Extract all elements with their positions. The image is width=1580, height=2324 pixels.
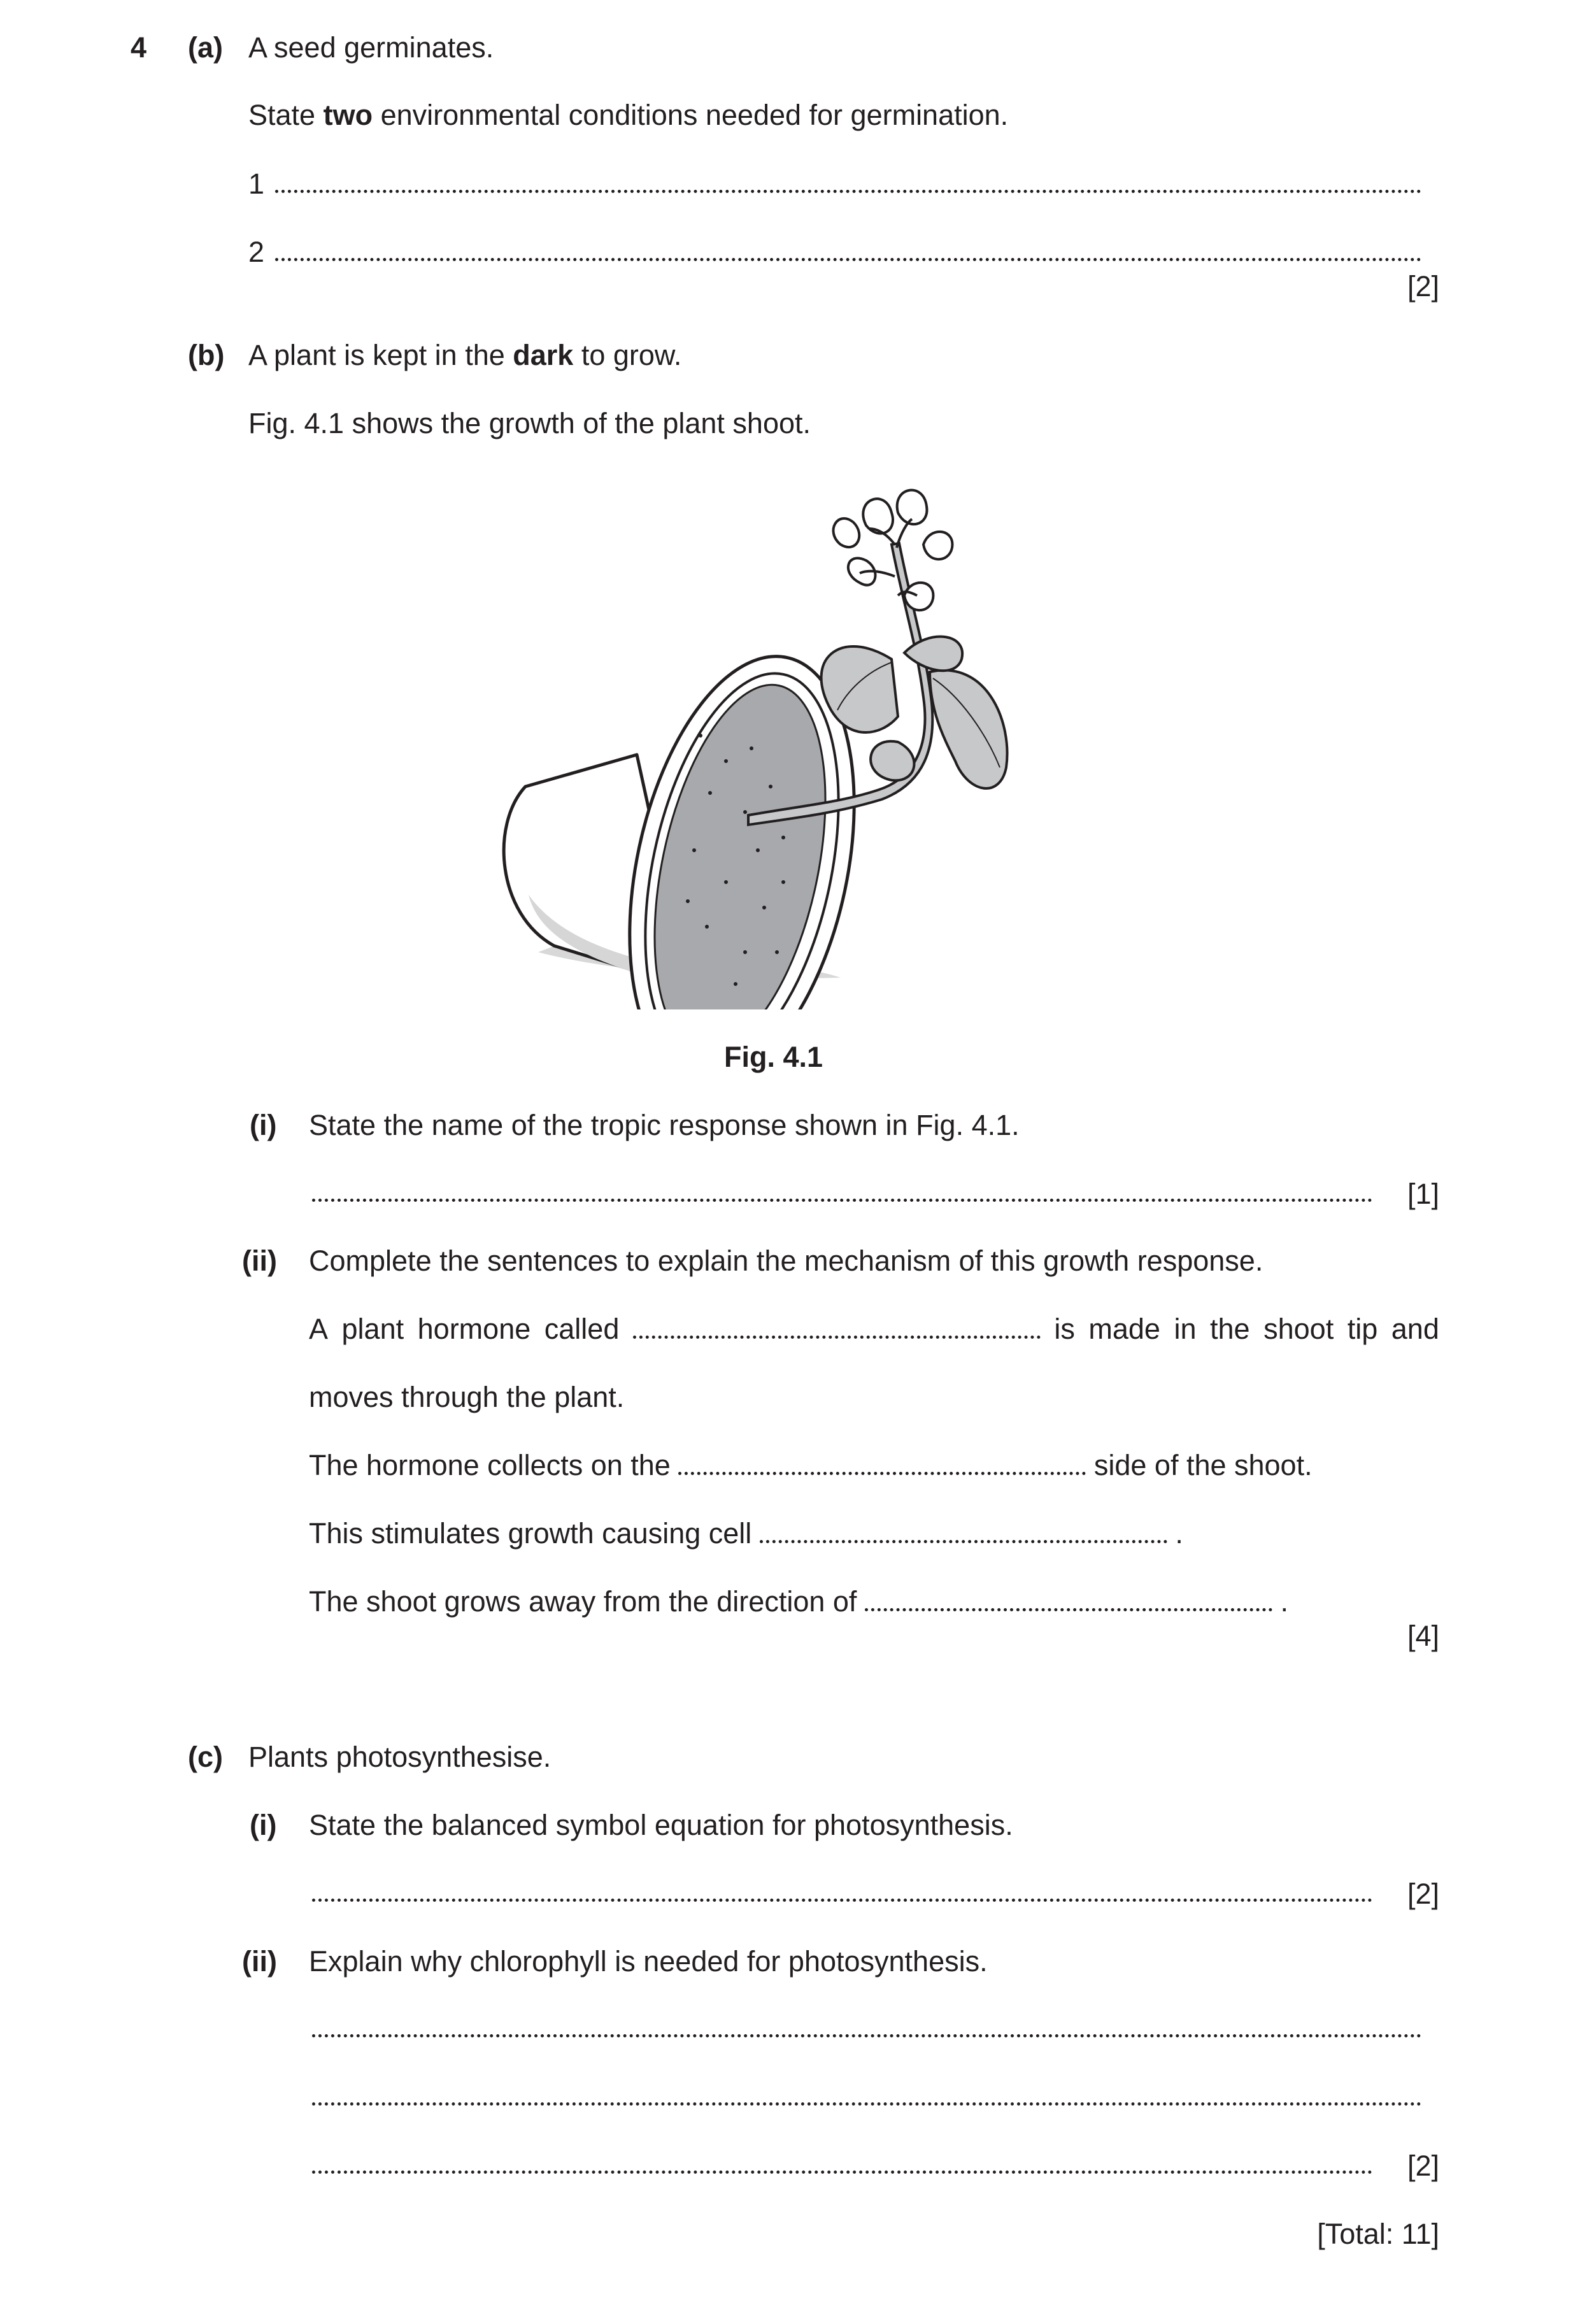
sentence-1-word: is: [1054, 1313, 1075, 1345]
part-b-i-answer-line[interactable]: [312, 1196, 1372, 1202]
sentence-1-word: hormone: [417, 1313, 531, 1345]
sentence-1-continuation: moves through the plant.: [309, 1381, 625, 1413]
sentence-1-word: A: [309, 1313, 329, 1345]
sentence-3: [309, 1519, 1183, 1548]
total-marks: [Total: 11]: [1317, 2218, 1439, 2250]
sentence-1-word: plant: [341, 1313, 404, 1345]
sentence-2-blank[interactable]: [678, 1471, 1086, 1475]
part-b-label: (b): [188, 339, 225, 371]
part-c-ii-label: (ii): [242, 1945, 277, 1978]
instruction-text-post: environmental conditions needed for germination.: [373, 99, 1009, 131]
part-b-i-text: State the name of the tropic response shown in Fig. 4.1.: [309, 1109, 1020, 1141]
sentence-4-post: .: [1280, 1585, 1288, 1618]
part-c-ii-answer-line-3[interactable]: [312, 2168, 1372, 2174]
sentence-2-post: side of the shoot.: [1093, 1449, 1313, 1481]
sentence-1: [309, 1315, 1439, 1343]
sentence-2: [309, 1451, 1313, 1479]
part-c-i-marks: [2]: [1407, 1878, 1439, 1910]
question-number: 4: [131, 31, 147, 64]
figure-intro: Fig. 4.1 shows the growth of the plant shoot.: [248, 407, 811, 439]
figure-caption: Fig. 4.1: [724, 1041, 823, 1073]
answer-line-1-number: 1: [248, 168, 265, 200]
sentence-2-pre: The hormone collects on the: [309, 1449, 671, 1481]
leaf-lower: [871, 741, 914, 781]
sentence-1-word: shoot: [1263, 1313, 1334, 1345]
part-c-i-text: State the balanced symbol equation for photosynthesis.: [309, 1809, 1013, 1841]
instruction-bold-word: two: [323, 99, 373, 131]
part-b-ii-marks: [4]: [1407, 1620, 1439, 1652]
answer-line-1[interactable]: [275, 187, 1421, 193]
stem-bold-word: dark: [513, 339, 574, 371]
part-b-ii-label: (ii): [242, 1244, 277, 1277]
sentence-1-word: and: [1391, 1313, 1439, 1345]
part-c-label: (c): [188, 1741, 223, 1773]
part-b-stem: [248, 341, 681, 369]
plant-pot-figure: [484, 468, 1083, 1009]
sentence-4-pre: The shoot grows away from the direction of: [309, 1585, 857, 1618]
sentence-4-blank[interactable]: [865, 1608, 1272, 1611]
sentence-4: [309, 1587, 1288, 1616]
sentence-1-word: the: [1210, 1313, 1250, 1345]
stem-text-pre: A plant is kept in the: [248, 339, 513, 371]
part-c-i-answer-line[interactable]: [312, 1896, 1372, 1902]
stem-text-post: to grow.: [573, 339, 682, 371]
part-c-ii-answer-line-2[interactable]: [312, 2100, 1421, 2106]
sentence-1-word: made: [1088, 1313, 1160, 1345]
sentence-1-word: tip: [1347, 1313, 1378, 1345]
sentence-1-blank[interactable]: [633, 1335, 1041, 1339]
part-a-stem: A seed germinates.: [248, 31, 494, 64]
leaf-right: [930, 670, 1007, 788]
part-c-ii-text: Explain why chlorophyll is needed for photosynthesis.: [309, 1945, 988, 1978]
answer-line-2[interactable]: [275, 255, 1421, 261]
part-b-i-label: (i): [250, 1109, 277, 1141]
part-a-instruction: [248, 101, 1008, 129]
part-a-label: (a): [188, 31, 223, 64]
sentence-1-word: called: [544, 1313, 620, 1345]
part-c-ii-marks: [2]: [1407, 2149, 1439, 2182]
part-c-stem: Plants photosynthesise.: [248, 1741, 552, 1773]
part-a-marks: [2]: [1407, 270, 1439, 303]
sentence-1-word: in: [1174, 1313, 1197, 1345]
sentence-3-pre: This stimulates growth causing cell: [309, 1517, 752, 1550]
instruction-text-pre: State: [248, 99, 324, 131]
answer-line-2-number: 2: [248, 236, 265, 268]
part-b-i-marks: [1]: [1407, 1178, 1439, 1210]
sentence-3-blank[interactable]: [760, 1539, 1167, 1543]
part-b-ii-text: Complete the sentences to explain the mechanism of this growth response.: [309, 1244, 1263, 1277]
part-c-i-label: (i): [250, 1809, 277, 1841]
part-c-ii-answer-line-1[interactable]: [312, 2032, 1421, 2037]
sentence-3-post: .: [1175, 1517, 1183, 1550]
